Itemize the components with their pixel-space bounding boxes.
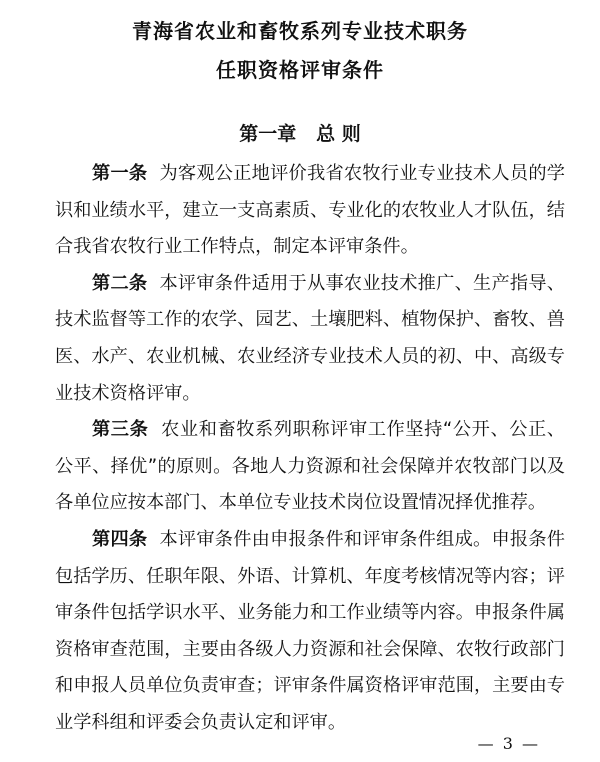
- document-title-line1: 青海省农业和畜牧系列专业技术职务: [132, 19, 468, 43]
- chapter-heading: 第一章 总 则: [239, 123, 361, 145]
- article-text: 本评审条件适用于从事农业技术推广、生产指导、技术监督等工作的农学、园艺、土壤肥料、植物保护、畜牧、兽医、水产、农业机械、农业经济专业技术人员的初、中、高级专业技术资格评审。: [55, 272, 565, 404]
- article-3: [55, 412, 565, 522]
- article-label: 第三条: [92, 419, 149, 441]
- article-label: 第二条: [92, 272, 148, 294]
- article-2: [55, 266, 565, 412]
- article-text: 农业和畜牧系列职称评审工作坚持“公开、公正、公平、择优”的原则。各地人力资源和社会保障并农牧部门以及各单位应按本部门、本单位专业技术岗位设置情况择优推荐。: [55, 419, 565, 514]
- article-text: 本评审条件由申报条件和评审条件组成。申报条件包括学历、任职年限、外语、计算机、年度考核情况等内容；评审条件包括学识水平、业务能力和工作业绩等内容。申报条件属资格审查范围，主要由各级人力资源和社会保障、农牧行政部门和申报人员单位负责审查；评审条件属资格评审范围，主要由专业学科组和评委会负责认定和评审。: [55, 528, 565, 733]
- article-label: 第一条: [92, 163, 148, 184]
- article-text: 为客观公正地评价我省农牧行业专业技术人员的学识和业绩水平，建立一支高素质、专业化的农牧业人才队伍，结合我省农牧行业工作特点，制定本评审条件。: [55, 163, 565, 258]
- article-label: 第四条: [92, 528, 148, 550]
- page-number: — 3 —: [477, 734, 540, 753]
- document-title-line2: 任职资格评审条件: [216, 58, 384, 82]
- article-4: [55, 522, 565, 742]
- document-body: [55, 156, 565, 742]
- article-1: [55, 156, 565, 266]
